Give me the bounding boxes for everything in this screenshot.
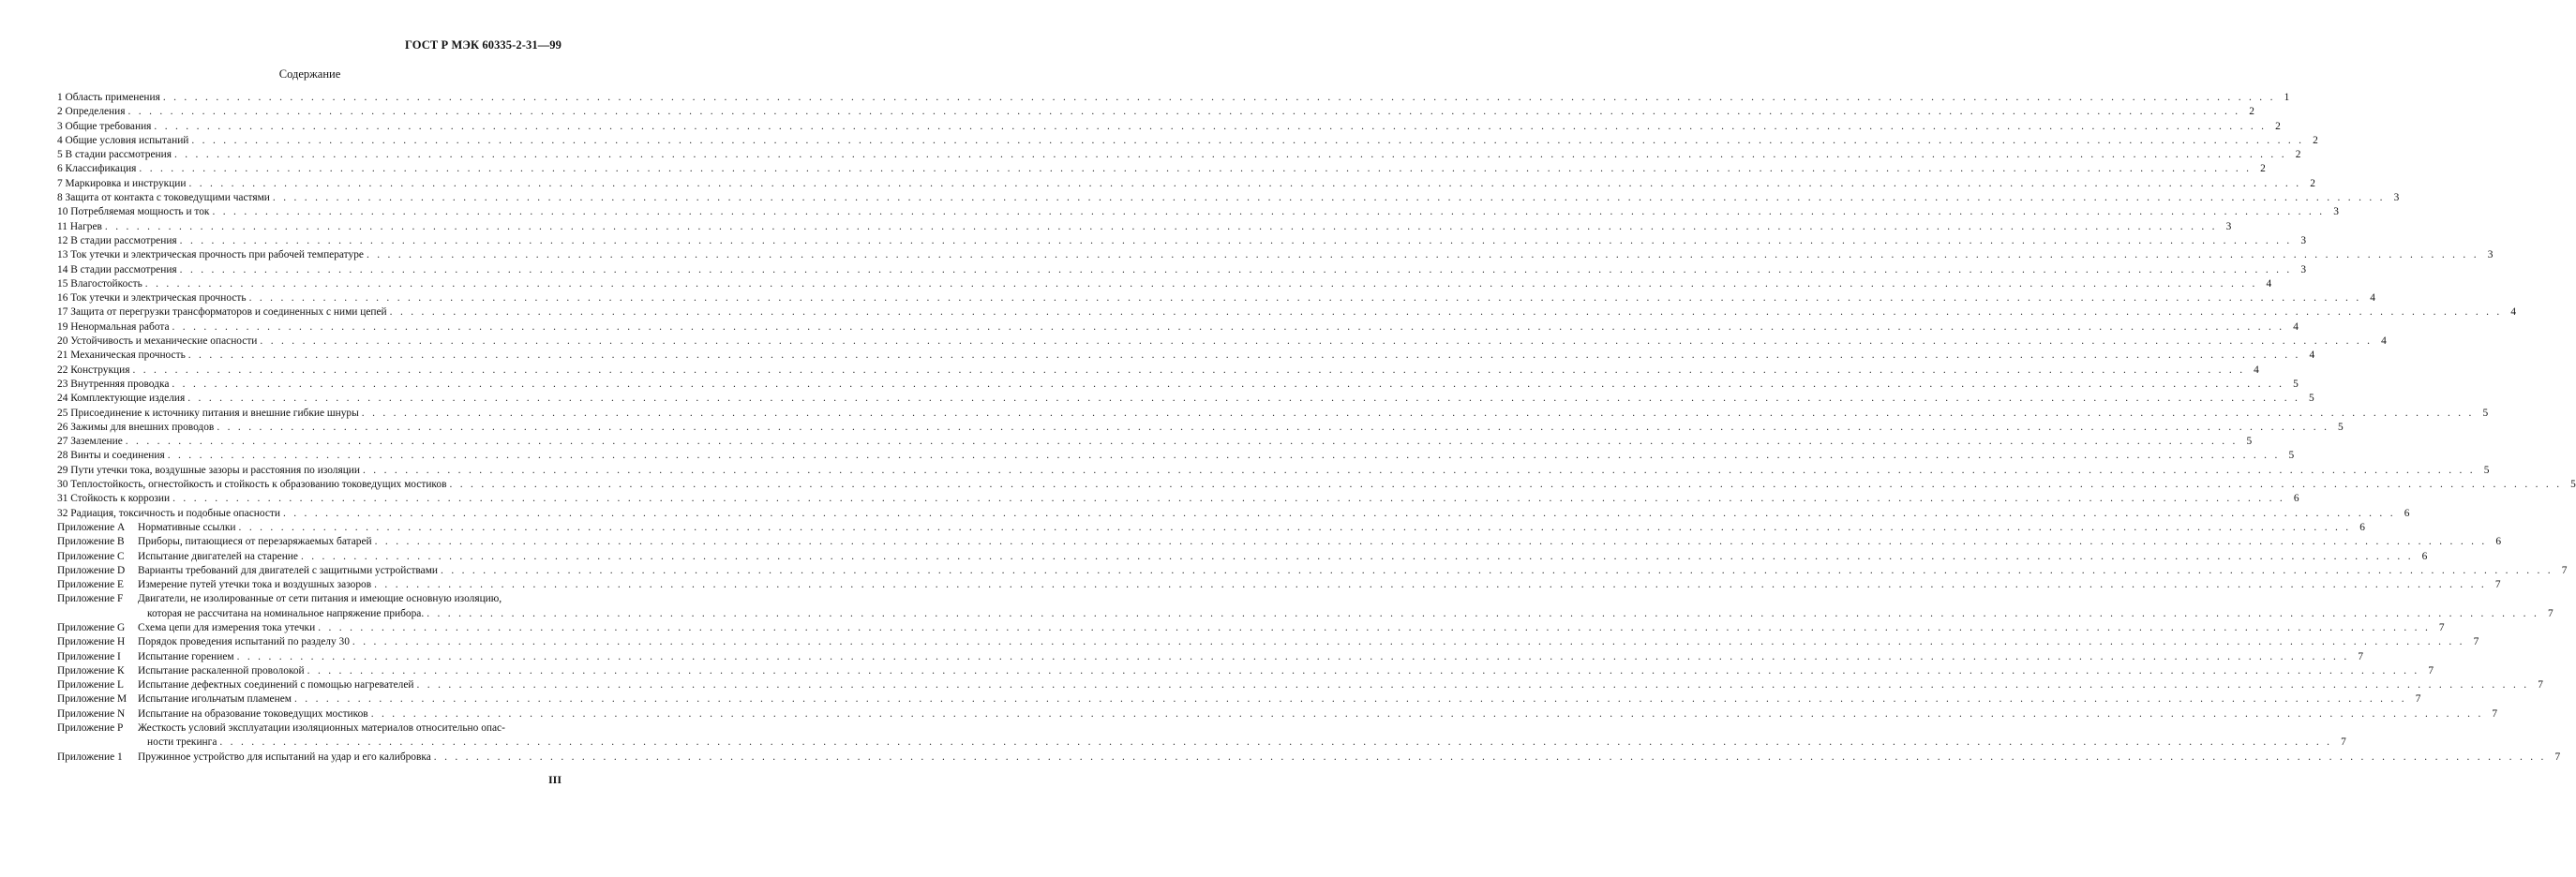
toc-entry-page: 1: [2284, 92, 2290, 103]
toc-entry-page: 6: [2293, 493, 2299, 505]
dot-leader: . . . . . . . . . . . . . . . . . . . . . . . . . . . . . . . . . . . . . . . . . . . . . . . . . . . . . . . . . . . . . . . . . . . . . . . . . . . . . . . . . . . . . . . . . . . . . . . . . . . . . . . . . . . . . . . . . . . . . . . . . . . . . . . . . . . . . . . . . . . . . . . . . . . . . . . . . . . . . . . . . . . . . . . . . . . . . . . . . . . . . . . . . . . . . . . . . . . . . . . .: [272, 192, 2386, 204]
toc-entry-page: 6: [2359, 521, 2365, 533]
appendix-title: Порядок проведения испытаний по разделу 30: [138, 636, 350, 648]
appendix-prefix: Приложение F: [57, 593, 124, 605]
dot-leader: . . . . . . . . . . . . . . . . . . . . . . . . . . . . . . . . . . . . . . . . . . . . . . . . . . . . . . . . . . . . . . . . . . . . . . . . . . . . . . . . . . . . . . . . . . . . . . . . . . . . . . . . . . . . . . . . . . . . . . . . . . . . . . . . . . . . . . . . . . . . . . . . . . . . . . . . . . . . . . . . . . . . . . . . . . . . . . . . . . . . . . . . . . . . . . . . . . . . . . . .: [248, 292, 2361, 305]
toc-entry-page: 5: [2288, 450, 2295, 462]
toc-entry-title: 32 Радиация, токсичность и подобные опасности: [57, 507, 280, 519]
toc-appendix-entry[interactable]: [57, 578, 2501, 592]
toc-entry-page: 7: [2341, 736, 2346, 749]
toc-entry[interactable]: [57, 263, 2307, 277]
toc-entry-title: 28 Винты и соединения: [57, 450, 165, 462]
dot-leader: . . . . . . . . . . . . . . . . . . . . . . . . . . . . . . . . . . . . . . . . . . . . . . . . . . . . . . . . . . . . . . . . . . . . . . . . . . . . . . . . . . . . . . . . . . . . . . . . . . . . . . . . . . . . . . . . . . . . . . . . . . . . . . . . . . . . . . . . . . . . . . . . . . . . . . . . . . . . . . . . . . . . . . . . . . . . . . . . . . . . . . . . . . . . . . . . . . . . . . . .: [187, 393, 2300, 405]
toc-appendix-entry[interactable]: [57, 721, 2346, 751]
appendix-title-block: [138, 721, 2346, 751]
dot-leader: . . . . . . . . . . . . . . . . . . . . . . . . . . . . . . . . . . . . . . . . . . . . . . . . . . . . . . . . . . . . . . . . . . . . . . . . . . . . . . . . . . . . . . . . . . . . . . . . . . . . . . . . . . . . . . . . . . . . . . . . . . . . . . . . . . . . . . . . . . . . . . . . . . . . . . . . . . . . . . . . . . . . . . . . . . . . . . . . . . . . . . . . . . . . . . . . . . . . . . . .: [179, 263, 2293, 275]
toc-entry-page: 6: [2495, 536, 2502, 548]
page-number: III: [547, 773, 562, 786]
toc-entry[interactable]: [57, 320, 2299, 334]
appendix-title: Измерение путей утечки тока и воздушных зазоров: [138, 579, 372, 591]
appendix-prefix: Приложение D: [57, 564, 126, 576]
toc-entry-page: 3: [2333, 206, 2339, 218]
toc-appendix-entry[interactable]: [57, 521, 2365, 535]
toc-entry-page: 7: [2561, 564, 2568, 576]
toc-entry[interactable]: [57, 234, 2307, 248]
dot-leader: . . . . . . . . . . . . . . . . . . . . . . . . . . . . . . . . . . . . . . . . . . . . . . . . . . . . . . . . . . . . . . . . . . . . . . . . . . . . . . . . . . . . . . . . . . . . . . . . . . . . . . . . . . . . . . . . . . . . . . . . . . . . . . . . . . . . . . . . . . . . . . . . . . . . . . . . . . . . . . . . . . . . . . . . . . . . . . . . . . . . . . . . . . . . . . . . . . . . . . . .: [167, 450, 2281, 462]
toc-entry-title: 11 Нагрев: [57, 220, 102, 232]
toc-entry-title: 31 Стойкость к коррозии: [57, 493, 171, 505]
toc-entry[interactable]: [57, 162, 2266, 176]
toc-appendix-entry[interactable]: [57, 564, 2568, 578]
dot-leader: . . . . . . . . . . . . . . . . . . . . . . . . . . . . . . . . . . . . . . . . . . . . . . . . . . . . . . . . . . . . . . . . . . . . . . . . . . . . . . . . . . . . . . . . . . . . . . . . . . . . . . . . . . . . . . . . . . . . . . . . . . . . . . . . . . . . . . . . . . . . . . . . . . . . . . . . . . . . . . . . . . . . . . . . . . . . . . . . . . . . . . . . . . . . . . . . . . . . . . . .: [187, 349, 2301, 362]
toc-entry[interactable]: [57, 492, 2299, 506]
dot-leader: . . . . . . . . . . . . . . . . . . . . . . . . . . . . . . . . . . . . . . . . . . . . . . . . . . . . . . . . . . . . . . . . . . . . . . . . . . . . . . . . . . . . . . . . . . . . . . . . . . . . . . . . . . . . . . . . . . . . . . . . . . . . . . . . . . . . . . . . . . . . . . . . . . . . . . . . . . . . . . . . . . . . . . . . . . . . . . . . . . . . . . . . . . . . . . . . . . . . . . . .: [370, 707, 2484, 720]
toc-appendix-entry[interactable]: [57, 550, 2428, 564]
toc-entry-page: 3: [2300, 263, 2307, 275]
appendix-title-continuation: [138, 607, 2554, 621]
toc-entry[interactable]: [57, 464, 2490, 478]
toc-entry-page: 5: [2570, 479, 2576, 491]
toc-appendix-entry[interactable]: [57, 535, 2502, 549]
toc-entry-page: 7: [2415, 693, 2421, 706]
toc-entry-page: 2: [2313, 134, 2318, 146]
dot-leader: . . . . . . . . . . . . . . . . . . . . . . . . . . . . . . . . . . . . . . . . . . . . . . . . . . . . . . . . . . . . . . . . . . . . . . . . . . . . . . . . . . . . . . . . . . . . . . . . . . . . . . . . . . . . . . . . . . . . . . . . . . . . . . . . . . . . . . . . . . . . . . . . . . . . . . . . . . . . . . . . . . . . . . . . . . . . . . . . . . . . . . . . . . . . . . . . . . . . . . . .: [363, 464, 2476, 476]
appendix-title-block: [138, 635, 2479, 649]
appendix-title: Пружинное устройство для испытаний на удар и его калибровка: [138, 751, 431, 763]
appendix-title-continuation: [138, 736, 2346, 750]
dot-leader: . . . . . . . . . . . . . . . . . . . . . . . . . . . . . . . . . . . . . . . . . . . . . . . . . . . . . . . . . . . . . . . . . . . . . . . . . . . . . . . . . . . . . . . . . . . . . . . . . . . . . . . . . . . . . . . . . . . . . . . . . . . . . . . . . . . . . . . . . . . . . . . . . . . . . . . . . . . . . . . . . . . . . . . . . . . . . . . . . . . . . . . . . . . . . . . . . . . . . . . .: [217, 421, 2329, 433]
table-of-contents: [57, 91, 2576, 765]
toc-entry-page: 2: [2249, 106, 2254, 118]
appendix-title-line2: ности трекинга: [147, 736, 217, 749]
toc-entry-page: 2: [2295, 149, 2301, 161]
toc-entry-page: 4: [2254, 364, 2259, 376]
toc-entry[interactable]: [57, 364, 2259, 378]
toc-entry-title: 7 Маркировка и инструкции: [57, 177, 187, 189]
appendix-prefix: Приложение А: [57, 521, 126, 533]
toc-entry[interactable]: [57, 478, 2576, 492]
toc-entry-title: 29 Пути утечки тока, воздушные зазоры и расстояния по изоляции: [57, 464, 361, 476]
appendix-title-block: [138, 564, 2567, 578]
dot-leader: . . . . . . . . . . . . . . . . . . . . . . . . . . . . . . . . . . . . . . . . . . . . . . . . . . . . . . . . . . . . . . . . . . . . . . . . . . . . . . . . . . . . . . . . . . . . . . . . . . . . . . . . . . . . . . . . . . . . . . . . . . . . . . . . . . . . . . . . . . . . . . . . . . . . . . . . . . . . . . . . . . . . . . . . . . . . . . . . . . . . . . . . . . . . . . . . . . . . . . . .: [188, 177, 2301, 189]
toc-entry[interactable]: [57, 277, 2272, 291]
dot-leader: . . . . . . . . . . . . . . . . . . . . . . . . . . . . . . . . . . . . . . . . . . . . . . . . . . . . . . . . . . . . . . . . . . . . . . . . . . . . . . . . . . . . . . . . . . . . . . . . . . . . . . . . . . . . . . . . . . . . . . . . . . . . . . . . . . . . . . . . . . . . . . . . . . . . . . . . . . . . . . . . . . . . . . . . . . . . . . . . . . . . . . . . . . . . . . . . . . . . . . . .: [212, 206, 2325, 218]
dot-leader: . . . . . . . . . . . . . . . . . . . . . . . . . . . . . . . . . . . . . . . . . . . . . . . . . . . . . . . . . . . . . . . . . . . . . . . . . . . . . . . . . . . . . . . . . . . . . . . . . . . . . . . . . . . . . . . . . . . . . . . . . . . . . . . . . . . . . . . . . . . . . . . . . . . . . . . . . . . . . . . . . . . . . . . . . . . . . . . . . . . . . . . . . . . . . . . . . . . . . . . .: [172, 320, 2284, 333]
toc-entry-page: 2: [2275, 120, 2281, 132]
toc-appendix-entry[interactable]: [57, 635, 2479, 649]
toc-entry-page: 7: [2494, 579, 2501, 591]
appendix-title-block: [138, 751, 2560, 765]
appendix-title-block: [138, 592, 2554, 621]
appendix-title-block: [138, 578, 2501, 592]
toc-entry[interactable]: [57, 291, 2375, 305]
toc-appendix-entry[interactable]: [57, 678, 2543, 692]
toc-entry-title: 12 В стадии рассмотрения: [57, 234, 177, 246]
toc-entry-title: 3 Общие требования: [57, 120, 152, 132]
appendix-title-block: [138, 650, 2363, 664]
toc-entry-title: 23 Внутренняя проводка: [57, 378, 170, 390]
toc-entry[interactable]: [57, 421, 2344, 435]
toc-entry-title: 5 В стадии рассмотрения: [57, 149, 172, 161]
appendix-title-block: [138, 535, 2501, 549]
toc-entry-title: 14 В стадии рассмотрения: [57, 263, 177, 275]
toc-entry-page: 4: [2309, 349, 2315, 362]
toc-entry[interactable]: [57, 134, 2318, 148]
dot-leader: . . . . . . . . . . . . . . . . . . . . . . . . . . . . . . . . . . . . . . . . . . . . . . . . . . . . . . . . . . . . . . . . . . . . . . . . . . . . . . . . . . . . . . . . . . . . . . . . . . . . . . . . . . . . . . . . . . . . . . . . . . . . . . . . . . . . . . . . . . . . . . . . . . . . . . . . . . . . . . . . . . . . . . . . . . . . . . . . . . . . . . . . . . . . . . . . . . . . . . . .: [293, 693, 2407, 706]
dot-leader: . . . . . . . . . . . . . . . . . . . . . . . . . . . . . . . . . . . . . . . . . . . . . . . . . . . . . . . . . . . . . . . . . . . . . . . . . . . . . . . . . . . . . . . . . . . . . . . . . . . . . . . . . . . . . . . . . . . . . . . . . . . . . . . . . . . . . . . . . . . . . . . . . . . . . . . . . . . . . . . . . . . . . . . . . . . . . . . . . . . . . . . . . . . . . . . . . . . . . . . .: [300, 550, 2414, 562]
toc-entry-page: 4: [2293, 320, 2299, 333]
toc-entry[interactable]: [57, 205, 2339, 219]
toc-entry[interactable]: [57, 220, 2232, 234]
dot-leader: . . . . . . . . . . . . . . . . . . . . . . . . . . . . . . . . . . . . . . . . . . . . . . . . . . . . . . . . . . . . . . . . . . . . . . . . . . . . . . . . . . . . . . . . . . . . . . . . . . . . . . . . . . . . . . . . . . . . . . . . . . . . . . . . . . . . . . . . . . . . . . . . . . . . . . . . . . . . . . . . . . . . . . . . . . . . . . . . . . . . . . . . . . . . . . . . . . . . . . . .: [427, 607, 2539, 619]
toc-entry-title: 27 Заземление: [57, 436, 123, 448]
dot-leader: . . . . . . . . . . . . . . . . . . . . . . . . . . . . . . . . . . . . . . . . . . . . . . . . . . . . . . . . . . . . . . . . . . . . . . . . . . . . . . . . . . . . . . . . . . . . . . . . . . . . . . . . . . . . . . . . . . . . . . . . . . . . . . . . . . . . . . . . . . . . . . . . . . . . . . . . . . . . . . . . . . . . . . . . . . . . . . . . . . . . . . . . . . . . . . . . . . . . . . . .: [282, 507, 2396, 519]
toc-entry-page: 4: [2510, 306, 2517, 319]
toc-appendix-entry[interactable]: [57, 707, 2498, 721]
toc-entry-title: 21 Механическая прочность: [57, 349, 186, 362]
appendix-prefix: Приложение Р: [57, 722, 124, 735]
toc-entry[interactable]: [57, 120, 2281, 134]
toc-entry-page: 3: [2393, 192, 2400, 204]
dot-leader: . . . . . . . . . . . . . . . . . . . . . . . . . . . . . . . . . . . . . . . . . . . . . . . . . . . . . . . . . . . . . . . . . . . . . . . . . . . . . . . . . . . . . . . . . . . . . . . . . . . . . . . . . . . . . . . . . . . . . . . . . . . . . . . . . . . . . . . . . . . . . . . . . . . . . . . . . . . . . . . . . . . . . . . . . . . . . . . . . . . . . . . . . . . . . . . . . . . . . . . .: [144, 277, 2258, 290]
dot-leader: . . . . . . . . . . . . . . . . . . . . . . . . . . . . . . . . . . . . . . . . . . . . . . . . . . . . . . . . . . . . . . . . . . . . . . . . . . . . . . . . . . . . . . . . . . . . . . . . . . . . . . . . . . . . . . . . . . . . . . . . . . . . . . . . . . . . . . . . . . . . . . . . . . . . . . . . . . . . . . . . . . . . . . . . . . . . . . . . . . . . . . . . . . . . . . . . . . . . . . . .: [125, 436, 2239, 448]
toc-entry-page: 2: [2260, 163, 2266, 175]
toc-entry-title: 19 Ненормальная работа: [57, 320, 170, 333]
toc-appendix-entry[interactable]: [57, 650, 2364, 664]
toc-entry[interactable]: [57, 305, 2517, 320]
toc-heading: Содержание: [278, 67, 341, 81]
appendix-prefix: Приложение N: [57, 707, 126, 720]
appendix-prefix: Приложение С: [57, 550, 125, 562]
toc-entry[interactable]: [57, 248, 2494, 262]
dot-leader: . . . . . . . . . . . . . . . . . . . . . . . . . . . . . . . . . . . . . . . . . . . . . . . . . . . . . . . . . . . . . . . . . . . . . . . . . . . . . . . . . . . . . . . . . . . . . . . . . . . . . . . . . . . . . . . . . . . . . . . . . . . . . . . . . . . . . . . . . . . . . . . . . . . . . . . . . . . . . . . . . . . . . . . . . . . . . . . . . . . . . . . . . . . . . . . . . . . . . . . .: [162, 92, 2276, 103]
toc-entry[interactable]: [57, 378, 2299, 392]
toc-entry[interactable]: [57, 507, 2410, 521]
appendix-title: Испытание раскаленной проволокой: [138, 664, 305, 676]
toc-entry-page: 5: [2338, 421, 2344, 433]
dot-leader: . . . . . . . . . . . . . . . . . . . . . . . . . . . . . . . . . . . . . . . . . . . . . . . . . . . . . . . . . . . . . . . . . . . . . . . . . . . . . . . . . . . . . . . . . . . . . . . . . . . . . . . . . . . . . . . . . . . . . . . . . . . . . . . . . . . . . . . . . . . . . . . . . . . . . . . . . . . . . . . . . . . . . . . . . . . . . . . . . . . . . . . . . . . . . . . . . . . . . . . .: [374, 579, 2487, 591]
appendix-title: Схема цепи для измерения тока утечки: [138, 621, 316, 633]
dot-leader: . . . . . . . . . . . . . . . . . . . . . . . . . . . . . . . . . . . . . . . . . . . . . . . . . . . . . . . . . . . . . . . . . . . . . . . . . . . . . . . . . . . . . . . . . . . . . . . . . . . . . . . . . . . . . . . . . . . . . . . . . . . . . . . . . . . . . . . . . . . . . . . . . . . . . . . . . . . . . . . . . . . . . . . . . . . . . . . . . . . . . . . . . . . . . . . . . . . . . . . .: [441, 564, 2554, 576]
appendix-title-block: [138, 521, 2365, 535]
appendix-title-block: [138, 678, 2543, 692]
appendix-title: Нормативные ссылки: [138, 521, 236, 533]
dot-leader: . . . . . . . . . . . . . . . . . . . . . . . . . . . . . . . . . . . . . . . . . . . . . . . . . . . . . . . . . . . . . . . . . . . . . . . . . . . . . . . . . . . . . . . . . . . . . . . . . . . . . . . . . . . . . . . . . . . . . . . . . . . . . . . . . . . . . . . . . . . . . . . . . . . . . . . . . . . . . . . . . . . . . . . . . . . . . . . . . . . . . . . . . . . . . . . . . . . . . . . .: [416, 679, 2529, 691]
dot-leader: . . . . . . . . . . . . . . . . . . . . . . . . . . . . . . . . . . . . . . . . . . . . . . . . . . . . . . . . . . . . . . . . . . . . . . . . . . . . . . . . . . . . . . . . . . . . . . . . . . . . . . . . . . . . . . . . . . . . . . . . . . . . . . . . . . . . . . . . . . . . . . . . . . . . . . . . . . . . . . . . . . . . . . . . . . . . . . . . . . . . . . . . . . . . . . . . . . . . . . . .: [219, 736, 2332, 749]
toc-entry-title: 8 Защита от контакта с токоведущими частями: [57, 192, 270, 204]
dot-leader: . . . . . . . . . . . . . . . . . . . . . . . . . . . . . . . . . . . . . . . . . . . . . . . . . . . . . . . . . . . . . . . . . . . . . . . . . . . . . . . . . . . . . . . . . . . . . . . . . . . . . . . . . . . . . . . . . . . . . . . . . . . . . . . . . . . . . . . . . . . . . . . . . . . . . . . . . . . . . . . . . . . . . . . . . . . . . . . . . . . . . . . . . . . . . . . . . . . . . . . .: [449, 479, 2562, 491]
appendix-prefix: Приложение Н: [57, 636, 126, 648]
toc-entry-title: 10 Потребляемая мощность и ток: [57, 206, 210, 218]
document-code: ГОСТ Р МЭК 60335-2-31—99: [405, 38, 562, 52]
toc-entry-title: 17 Защита от перегрузки трансформаторов и соединенных с ними цепей: [57, 306, 387, 319]
toc-entry-title: 2 Определения: [57, 106, 126, 118]
appendix-title-block: [138, 550, 2427, 564]
toc-entry[interactable]: [57, 334, 2387, 349]
appendix-prefix: Приложение G: [57, 621, 126, 633]
appendix-title-block: [138, 707, 2497, 721]
appendix-title-block: [138, 664, 2434, 678]
dot-leader: . . . . . . . . . . . . . . . . . . . . . . . . . . . . . . . . . . . . . . . . . . . . . . . . . . . . . . . . . . . . . . . . . . . . . . . . . . . . . . . . . . . . . . . . . . . . . . . . . . . . . . . . . . . . . . . . . . . . . . . . . . . . . . . . . . . . . . . . . . . . . . . . . . . . . . . . . . . . . . . . . . . . . . . . . . . . . . . . . . . . . . . . . . . . . . . . . . . . . . . .: [132, 364, 2245, 376]
toc-entry-page: 3: [2487, 249, 2494, 261]
appendix-title: Двигатели, не изолированные от сети питания и имеющие основную изоляцию,: [138, 593, 502, 605]
dot-leader: . . . . . . . . . . . . . . . . . . . . . . . . . . . . . . . . . . . . . . . . . . . . . . . . . . . . . . . . . . . . . . . . . . . . . . . . . . . . . . . . . . . . . . . . . . . . . . . . . . . . . . . . . . . . . . . . . . . . . . . . . . . . . . . . . . . . . . . . . . . . . . . . . . . . . . . . . . . . . . . . . . . . . . . . . . . . . . . . . . . . . . . . . . . . . . . . . . . . . . . .: [104, 220, 2218, 232]
appendix-prefix: Приложение I: [57, 650, 121, 662]
toc-entry[interactable]: [57, 91, 2290, 105]
dot-leader: . . . . . . . . . . . . . . . . . . . . . . . . . . . . . . . . . . . . . . . . . . . . . . . . . . . . . . . . . . . . . . . . . . . . . . . . . . . . . . . . . . . . . . . . . . . . . . . . . . . . . . . . . . . . . . . . . . . . . . . . . . . . . . . . . . . . . . . . . . . . . . . . . . . . . . . . . . . . . . . . . . . . . . . . . . . . . . . . . . . . . . . . . . . . . . . . . . . . . . . .: [172, 493, 2285, 505]
toc-entry[interactable]: [57, 177, 2315, 191]
toc-entry-page: 4: [2266, 277, 2272, 290]
dot-leader: . . . . . . . . . . . . . . . . . . . . . . . . . . . . . . . . . . . . . . . . . . . . . . . . . . . . . . . . . . . . . . . . . . . . . . . . . . . . . . . . . . . . . . . . . . . . . . . . . . . . . . . . . . . . . . . . . . . . . . . . . . . . . . . . . . . . . . . . . . . . . . . . . . . . . . . . . . . . . . . . . . . . . . . . . . . . . . . . . . . . . . . . . . . . . . . . . . . . . . . .: [433, 751, 2547, 763]
toc-entry-page: 7: [2538, 679, 2543, 691]
toc-entry-page: 3: [2225, 220, 2232, 232]
toc-entry[interactable]: [57, 349, 2315, 363]
appendix-prefix: Приложение К: [57, 664, 125, 676]
toc-entry-page: 5: [2483, 464, 2490, 476]
toc-entry-page: 7: [2473, 636, 2479, 648]
appendix-title: Испытание на образование токоведущих мостиков: [138, 707, 368, 720]
toc-entry-page: 6: [2404, 507, 2410, 519]
toc-entry-page: 4: [2381, 335, 2387, 348]
toc-entry-page: 7: [2554, 751, 2561, 763]
toc-entry-title: 15 Влагостойкость: [57, 277, 142, 290]
appendix-title-block: [138, 692, 2420, 706]
dot-leader: . . . . . . . . . . . . . . . . . . . . . . . . . . . . . . . . . . . . . . . . . . . . . . . . . . . . . . . . . . . . . . . . . . . . . . . . . . . . . . . . . . . . . . . . . . . . . . . . . . . . . . . . . . . . . . . . . . . . . . . . . . . . . . . . . . . . . . . . . . . . . . . . . . . . . . . . . . . . . . . . . . . . . . . . . . . . . . . . . . . . . . . . . . . . . . . . . . . . . . . .: [366, 249, 2479, 261]
dot-leader: . . . . . . . . . . . . . . . . . . . . . . . . . . . . . . . . . . . . . . . . . . . . . . . . . . . . . . . . . . . . . . . . . . . . . . . . . . . . . . . . . . . . . . . . . . . . . . . . . . . . . . . . . . . . . . . . . . . . . . . . . . . . . . . . . . . . . . . . . . . . . . . . . . . . . . . . . . . . . . . . . . . . . . . . . . . . . . . . . . . . . . . . . . . . . . . . . . . . . . . .: [179, 234, 2293, 246]
dot-leader: . . . . . . . . . . . . . . . . . . . . . . . . . . . . . . . . . . . . . . . . . . . . . . . . . . . . . . . . . . . . . . . . . . . . . . . . . . . . . . . . . . . . . . . . . . . . . . . . . . . . . . . . . . . . . . . . . . . . . . . . . . . . . . . . . . . . . . . . . . . . . . . . . . . . . . . . . . . . . . . . . . . . . . . . . . . . . . . . . . . . . . . . . . . . . . . . . . . . . . . .: [361, 407, 2475, 419]
toc-entry[interactable]: [57, 148, 2301, 162]
toc-appendix-entry[interactable]: [57, 592, 2554, 621]
appendix-prefix: Приложение В: [57, 536, 125, 548]
toc-entry-title: 24 Комплектующие изделия: [57, 393, 186, 405]
toc-entry-title: 4 Общие условия испытаний: [57, 134, 189, 146]
toc-entry[interactable]: [57, 105, 2254, 119]
toc-entry-title: 6 Классификация: [57, 163, 137, 175]
dot-leader: . . . . . . . . . . . . . . . . . . . . . . . . . . . . . . . . . . . . . . . . . . . . . . . . . . . . . . . . . . . . . . . . . . . . . . . . . . . . . . . . . . . . . . . . . . . . . . . . . . . . . . . . . . . . . . . . . . . . . . . . . . . . . . . . . . . . . . . . . . . . . . . . . . . . . . . . . . . . . . . . . . . . . . . . . . . . . . . . . . . . . . . . . . . . . . . . . . . . . . . .: [172, 378, 2284, 390]
toc-entry-title: 16 Ток утечки и электрическая прочность: [57, 292, 247, 305]
dot-leader: . . . . . . . . . . . . . . . . . . . . . . . . . . . . . . . . . . . . . . . . . . . . . . . . . . . . . . . . . . . . . . . . . . . . . . . . . . . . . . . . . . . . . . . . . . . . . . . . . . . . . . . . . . . . . . . . . . . . . . . . . . . . . . . . . . . . . . . . . . . . . . . . . . . . . . . . . . . . . . . . . . . . . . . . . . . . . . . . . . . . . . . . . . . . . . . . . . . . . . . .: [127, 106, 2240, 118]
toc-entry-title: 13 Ток утечки и электрическая прочность при рабочей температуре: [57, 249, 364, 261]
toc-entry-title: 26 Зажимы для внешних проводов: [57, 421, 215, 433]
toc-entry-page: 7: [2358, 650, 2364, 662]
dot-leader: . . . . . . . . . . . . . . . . . . . . . . . . . . . . . . . . . . . . . . . . . . . . . . . . . . . . . . . . . . . . . . . . . . . . . . . . . . . . . . . . . . . . . . . . . . . . . . . . . . . . . . . . . . . . . . . . . . . . . . . . . . . . . . . . . . . . . . . . . . . . . . . . . . . . . . . . . . . . . . . . . . . . . . . . . . . . . . . . . . . . . . . . . . . . . . . . . . . . . . . .: [154, 120, 2267, 132]
toc-entry-page: 7: [2547, 607, 2554, 619]
appendix-title: Варианты требований для двигателей с защитными устройствами: [138, 564, 439, 576]
toc-entry-title: 30 Теплостойкость, огнестойкость и стойкость к образованию токоведущих мостиков: [57, 479, 447, 491]
dot-leader: . . . . . . . . . . . . . . . . . . . . . . . . . . . . . . . . . . . . . . . . . . . . . . . . . . . . . . . . . . . . . . . . . . . . . . . . . . . . . . . . . . . . . . . . . . . . . . . . . . . . . . . . . . . . . . . . . . . . . . . . . . . . . . . . . . . . . . . . . . . . . . . . . . . . . . . . . . . . . . . . . . . . . . . . . . . . . . . . . . . . . . . . . . . . . . . . . . . . . . . .: [307, 664, 2420, 676]
dot-leader: . . . . . . . . . . . . . . . . . . . . . . . . . . . . . . . . . . . . . . . . . . . . . . . . . . . . . . . . . . . . . . . . . . . . . . . . . . . . . . . . . . . . . . . . . . . . . . . . . . . . . . . . . . . . . . . . . . . . . . . . . . . . . . . . . . . . . . . . . . . . . . . . . . . . . . . . . . . . . . . . . . . . . . . . . . . . . . . . . . . . . . . . . . . . . . . . . . . . . . . .: [173, 149, 2287, 161]
toc-entry-page: 5: [2482, 407, 2489, 419]
dot-leader: . . . . . . . . . . . . . . . . . . . . . . . . . . . . . . . . . . . . . . . . . . . . . . . . . . . . . . . . . . . . . . . . . . . . . . . . . . . . . . . . . . . . . . . . . . . . . . . . . . . . . . . . . . . . . . . . . . . . . . . . . . . . . . . . . . . . . . . . . . . . . . . . . . . . . . . . . . . . . . . . . . . . . . . . . . . . . . . . . . . . . . . . . . . . . . . . . . . . . . . .: [389, 306, 2503, 319]
toc-entry-page: 5: [2246, 436, 2253, 448]
toc-appendix-entry[interactable]: [57, 621, 2445, 635]
appendix-title-block: [138, 621, 2445, 635]
toc-entry-page: 2: [2310, 177, 2315, 189]
toc-entry-page: 7: [2438, 621, 2445, 633]
toc-entry-title: 22 Конструкция: [57, 364, 130, 376]
appendix-title: Испытание игольчатым пламенем: [138, 693, 292, 706]
toc-entry-page: 5: [2308, 393, 2314, 405]
appendix-title: Приборы, питающиеся от перезаряжаемых батарей: [138, 536, 372, 548]
toc-appendix-entry[interactable]: [57, 692, 2421, 706]
appendix-title-line2: которая не рассчитана на номинальное напряжение прибора.: [147, 607, 425, 619]
dot-leader: . . . . . . . . . . . . . . . . . . . . . . . . . . . . . . . . . . . . . . . . . . . . . . . . . . . . . . . . . . . . . . . . . . . . . . . . . . . . . . . . . . . . . . . . . . . . . . . . . . . . . . . . . . . . . . . . . . . . . . . . . . . . . . . . . . . . . . . . . . . . . . . . . . . . . . . . . . . . . . . . . . . . . . . . . . . . . . . . . . . . . . . . . . . . . . . . . . . . . . . .: [191, 134, 2304, 146]
toc-entry[interactable]: [57, 191, 2400, 205]
toc-entry[interactable]: [57, 407, 2489, 421]
toc-entry-title: 25 Присоединение к источнику питания и внешние гибкие шнуры: [57, 407, 359, 419]
toc-entry-title: 20 Устойчивость и механические опасности: [57, 335, 258, 348]
appendix-title: Испытание дефектных соединений с помощью нагревателей: [138, 679, 414, 691]
appendix-title: Жесткость условий эксплуатации изоляционных материалов относительно опас-: [138, 722, 505, 735]
dot-leader: . . . . . . . . . . . . . . . . . . . . . . . . . . . . . . . . . . . . . . . . . . . . . . . . . . . . . . . . . . . . . . . . . . . . . . . . . . . . . . . . . . . . . . . . . . . . . . . . . . . . . . . . . . . . . . . . . . . . . . . . . . . . . . . . . . . . . . . . . . . . . . . . . . . . . . . . . . . . . . . . . . . . . . . . . . . . . . . . . . . . . . . . . . . . . . . . . . . . . . . .: [352, 636, 2465, 648]
appendix-prefix: Приложение 1: [57, 751, 123, 763]
dot-leader: . . . . . . . . . . . . . . . . . . . . . . . . . . . . . . . . . . . . . . . . . . . . . . . . . . . . . . . . . . . . . . . . . . . . . . . . . . . . . . . . . . . . . . . . . . . . . . . . . . . . . . . . . . . . . . . . . . . . . . . . . . . . . . . . . . . . . . . . . . . . . . . . . . . . . . . . . . . . . . . . . . . . . . . . . . . . . . . . . . . . . . . . . . . . . . . . . . . . . . . .: [318, 621, 2431, 633]
dot-leader: . . . . . . . . . . . . . . . . . . . . . . . . . . . . . . . . . . . . . . . . . . . . . . . . . . . . . . . . . . . . . . . . . . . . . . . . . . . . . . . . . . . . . . . . . . . . . . . . . . . . . . . . . . . . . . . . . . . . . . . . . . . . . . . . . . . . . . . . . . . . . . . . . . . . . . . . . . . . . . . . . . . . . . . . . . . . . . . . . . . . . . . . . . . . . . . . . . . . . . . .: [236, 650, 2350, 662]
toc-appendix-entry[interactable]: [57, 751, 2561, 765]
toc-entry-page: 5: [2293, 378, 2299, 390]
toc-entry[interactable]: [57, 392, 2314, 406]
toc-entry-page: 7: [2492, 707, 2498, 720]
toc-entry-page: 6: [2421, 550, 2428, 562]
toc-entry[interactable]: [57, 435, 2253, 449]
appendix-title: Испытание горением: [138, 650, 234, 662]
toc-entry[interactable]: [57, 449, 2295, 463]
dot-leader: . . . . . . . . . . . . . . . . . . . . . . . . . . . . . . . . . . . . . . . . . . . . . . . . . . . . . . . . . . . . . . . . . . . . . . . . . . . . . . . . . . . . . . . . . . . . . . . . . . . . . . . . . . . . . . . . . . . . . . . . . . . . . . . . . . . . . . . . . . . . . . . . . . . . . . . . . . . . . . . . . . . . . . . . . . . . . . . . . . . . . . . . . . . . . . . . . . . . . . . .: [139, 163, 2252, 175]
toc-entry-page: 3: [2300, 234, 2307, 246]
dot-leader: . . . . . . . . . . . . . . . . . . . . . . . . . . . . . . . . . . . . . . . . . . . . . . . . . . . . . . . . . . . . . . . . . . . . . . . . . . . . . . . . . . . . . . . . . . . . . . . . . . . . . . . . . . . . . . . . . . . . . . . . . . . . . . . . . . . . . . . . . . . . . . . . . . . . . . . . . . . . . . . . . . . . . . . . . . . . . . . . . . . . . . . . . . . . . . . . . . . . . . . .: [260, 335, 2373, 348]
appendix-prefix: Приложение L: [57, 679, 124, 691]
toc-entry-page: 7: [2428, 664, 2434, 676]
toc-appendix-entry[interactable]: [57, 664, 2434, 678]
appendix-prefix: Приложение Е: [57, 579, 124, 591]
toc-entry-page: 4: [2370, 292, 2375, 305]
dot-leader: . . . . . . . . . . . . . . . . . . . . . . . . . . . . . . . . . . . . . . . . . . . . . . . . . . . . . . . . . . . . . . . . . . . . . . . . . . . . . . . . . . . . . . . . . . . . . . . . . . . . . . . . . . . . . . . . . . . . . . . . . . . . . . . . . . . . . . . . . . . . . . . . . . . . . . . . . . . . . . . . . . . . . . . . . . . . . . . . . . . . . . . . . . . . . . . . . . . . . . . .: [238, 521, 2351, 533]
dot-leader: . . . . . . . . . . . . . . . . . . . . . . . . . . . . . . . . . . . . . . . . . . . . . . . . . . . . . . . . . . . . . . . . . . . . . . . . . . . . . . . . . . . . . . . . . . . . . . . . . . . . . . . . . . . . . . . . . . . . . . . . . . . . . . . . . . . . . . . . . . . . . . . . . . . . . . . . . . . . . . . . . . . . . . . . . . . . . . . . . . . . . . . . . . . . . . . . . . . . . . . .: [374, 536, 2488, 548]
appendix-title: Испытание двигателей на старение: [138, 550, 298, 562]
toc-entry-title: 1 Область применения: [57, 92, 160, 103]
appendix-prefix: Приложение М: [57, 693, 127, 706]
